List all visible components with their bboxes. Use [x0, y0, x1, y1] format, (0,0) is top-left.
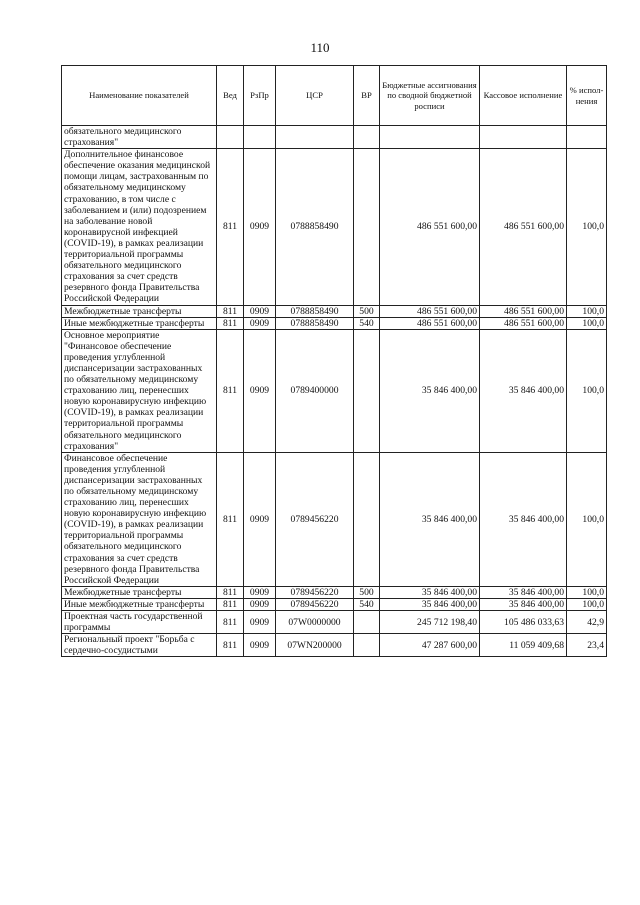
- cell-percent: [567, 126, 607, 149]
- cell-cash-execution: 486 551 600,00: [480, 149, 567, 305]
- table-row: [62, 329, 607, 452]
- header-name: Наименование показателей: [62, 66, 217, 126]
- cell-percent: 100,0: [567, 452, 607, 586]
- cell-percent: 100,0: [567, 317, 607, 329]
- cell-cash-execution: 486 551 600,00: [480, 305, 567, 317]
- cell-name: Дополнительное финансовое обеспечение оказания медицинской помощи лицам, застрахованным по обязательному медицинскому страхованию, в том числе с заболеванием и (или) подозрением на заболевание новой коронавирусной инфекцией (COVID-19), в рамках реализации территориальной программы обязательного медицинского страхования за счет средств резервного фонда Правительства Российской Федерации: [62, 149, 217, 305]
- cell-csr: 0789456220: [276, 586, 354, 598]
- cell-assignments: 486 551 600,00: [380, 317, 480, 329]
- cell-rzpr: 0909: [244, 452, 276, 586]
- cell-assignments: 35 846 400,00: [380, 452, 480, 586]
- table-row: [62, 634, 607, 657]
- cell-cash-execution: 35 846 400,00: [480, 329, 567, 452]
- cell-vr: [354, 452, 380, 586]
- cell-rzpr: 0909: [244, 149, 276, 305]
- budget-execution-table: [61, 65, 607, 657]
- cell-vr: 540: [354, 598, 380, 610]
- cell-vr: 500: [354, 305, 380, 317]
- cell-rzpr: 0909: [244, 634, 276, 657]
- cell-name: Межбюджетные трансферты: [62, 586, 217, 598]
- cell-name: Иные межбюджетные трансферты: [62, 598, 217, 610]
- header-vr: ВР: [354, 66, 380, 126]
- cell-ved: 811: [217, 452, 244, 586]
- cell-csr: 0789400000: [276, 329, 354, 452]
- cell-name: обязательного медицинского страхования": [62, 126, 217, 149]
- cell-assignments: 47 287 600,00: [380, 634, 480, 657]
- cell-name: Региональный проект "Борьба с сердечно-сосудистыми: [62, 634, 217, 657]
- cell-cash-execution: 35 846 400,00: [480, 586, 567, 598]
- table-header-row: [62, 66, 607, 126]
- cell-rzpr: 0909: [244, 598, 276, 610]
- cell-csr: 0788858490: [276, 305, 354, 317]
- cell-percent: 23,4: [567, 634, 607, 657]
- header-cash-execution: Кассовое исполнение: [480, 66, 567, 126]
- cell-name: Иные межбюджетные трансферты: [62, 317, 217, 329]
- cell-rzpr: 0909: [244, 611, 276, 634]
- table-row: [62, 452, 607, 586]
- cell-csr: 07WN200000: [276, 634, 354, 657]
- cell-ved: 811: [217, 634, 244, 657]
- cell-csr: 0789456220: [276, 452, 354, 586]
- cell-assignments: 486 551 600,00: [380, 305, 480, 317]
- table-row: [62, 305, 607, 317]
- cell-assignments: 245 712 198,40: [380, 611, 480, 634]
- cell-assignments: 35 846 400,00: [380, 598, 480, 610]
- cell-vr: 540: [354, 317, 380, 329]
- cell-ved: 811: [217, 317, 244, 329]
- table-row: [62, 126, 607, 149]
- table-row: [62, 598, 607, 610]
- cell-assignments: [380, 126, 480, 149]
- cell-percent: 100,0: [567, 149, 607, 305]
- cell-vr: 500: [354, 586, 380, 598]
- table-row: [62, 611, 607, 634]
- cell-vr: [354, 126, 380, 149]
- cell-cash-execution: 35 846 400,00: [480, 598, 567, 610]
- cell-cash-execution: 486 551 600,00: [480, 317, 567, 329]
- cell-percent: 100,0: [567, 329, 607, 452]
- cell-cash-execution: 11 059 409,68: [480, 634, 567, 657]
- cell-ved: 811: [217, 598, 244, 610]
- cell-ved: 811: [217, 611, 244, 634]
- table-row: [62, 149, 607, 305]
- cell-ved: [217, 126, 244, 149]
- cell-ved: 811: [217, 305, 244, 317]
- cell-rzpr: 0909: [244, 586, 276, 598]
- cell-vr: [354, 634, 380, 657]
- cell-percent: 100,0: [567, 586, 607, 598]
- cell-rzpr: [244, 126, 276, 149]
- cell-percent: 100,0: [567, 598, 607, 610]
- cell-csr: [276, 126, 354, 149]
- header-csr: ЦСР: [276, 66, 354, 126]
- cell-cash-execution: [480, 126, 567, 149]
- cell-vr: [354, 329, 380, 452]
- table-row: [62, 317, 607, 329]
- cell-csr: 0789456220: [276, 598, 354, 610]
- header-assignments: Бюджетные ассигнования по сводной бюджетной росписи: [380, 66, 480, 126]
- cell-name: Проектная часть государственной программы: [62, 611, 217, 634]
- cell-rzpr: 0909: [244, 329, 276, 452]
- cell-percent: 100,0: [567, 305, 607, 317]
- cell-percent: 42,9: [567, 611, 607, 634]
- cell-assignments: 35 846 400,00: [380, 586, 480, 598]
- cell-vr: [354, 149, 380, 305]
- cell-rzpr: 0909: [244, 305, 276, 317]
- cell-name: Межбюджетные трансферты: [62, 305, 217, 317]
- cell-rzpr: 0909: [244, 317, 276, 329]
- header-percent: % испол-нения: [567, 66, 607, 126]
- page-number: 110: [310, 40, 330, 55]
- table-row: [62, 586, 607, 598]
- cell-ved: 811: [217, 586, 244, 598]
- cell-assignments: 35 846 400,00: [380, 329, 480, 452]
- cell-cash-execution: 35 846 400,00: [480, 452, 567, 586]
- cell-csr: 0788858490: [276, 317, 354, 329]
- cell-cash-execution: 105 486 033,63: [480, 611, 567, 634]
- header-ved: Вед: [217, 66, 244, 126]
- cell-assignments: 486 551 600,00: [380, 149, 480, 305]
- cell-vr: [354, 611, 380, 634]
- cell-ved: 811: [217, 149, 244, 305]
- cell-csr: 0788858490: [276, 149, 354, 305]
- cell-ved: 811: [217, 329, 244, 452]
- cell-name: Финансовое обеспечение проведения углубленной диспансеризации застрахованных по обязательному медицинскому страхованию лиц, перенесших новую коронавирусную инфекцию (COVID-19), в рамках реализации территориальной программы обязательного медицинского страхования за счет средств резервного фонда Правительства Российской Федерации: [62, 452, 217, 586]
- cell-name: Основное мероприятие "Финансовое обеспечение проведения углубленной диспансеризации застрахованных по обязательному медицинскому страхованию лиц, перенесших новую коронавирусную инфекцию (COVID-19), в рамках реализации территориальной программы обязательного медицинского страхования": [62, 329, 217, 452]
- cell-csr: 07W0000000: [276, 611, 354, 634]
- header-rzpr: РзПр: [244, 66, 276, 126]
